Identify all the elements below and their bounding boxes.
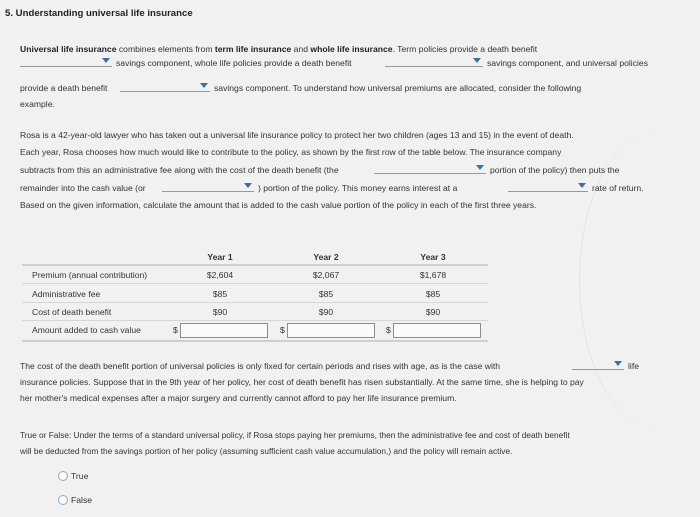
intro-line-3a: provide a death benefit [20, 83, 108, 93]
table-header-rule [22, 264, 488, 266]
scenario-line-3a: subtracts from this an administrative fee along with the cost of the death benefit (the [20, 165, 339, 175]
dropdown-cash-value-name[interactable] [162, 182, 254, 192]
intro-line-4: example. [20, 99, 55, 109]
currency-symbol: $ [386, 325, 391, 335]
row-cash-value-label: Amount added to cash value [32, 325, 141, 335]
premium-year-2: $2,067 [312, 270, 340, 280]
intro-line-2a: savings component, whole life policies provide a death benefit [116, 58, 352, 68]
scenario-line-2: Each year, Rosa chooses how much would like to contribute to the policy, as shown by the first row of the table below. The insurance company [20, 147, 562, 157]
premium-year-3: $1,678 [419, 270, 447, 280]
chevron-down-icon [244, 183, 252, 188]
death-cost-year-1: $90 [212, 307, 228, 317]
scenario-line-3b: portion of the policy) then puts the [490, 165, 620, 175]
cash-value-input-year-1[interactable] [180, 323, 268, 338]
chevron-down-icon [200, 83, 208, 88]
row-divider [22, 302, 488, 303]
radio-false-label[interactable]: False [71, 495, 93, 505]
cash-value-input-year-3[interactable] [393, 323, 481, 338]
radio-false[interactable] [58, 495, 68, 505]
question-title: 5. Understanding universal life insurance [5, 8, 193, 19]
chevron-down-icon [473, 58, 481, 63]
death-cost-year-3: $90 [425, 307, 441, 317]
chevron-down-icon [102, 58, 110, 63]
currency-symbol: $ [173, 325, 178, 335]
scenario-line-4a: remainder into the cash value (or [20, 183, 146, 193]
death-benefit-line-1a: The cost of the death benefit portion of universal policies is only fixed for certain periods and rises with age, as is the case with [20, 361, 501, 371]
death-cost-year-2: $90 [318, 307, 334, 317]
scenario-line-4c: rate of return. [592, 183, 644, 193]
row-divider [22, 320, 488, 321]
intro-line-3b: savings component. To understand how universal premiums are allocated, consider the following [214, 83, 582, 93]
cash-value-input-year-2[interactable] [287, 323, 375, 338]
row-divider [22, 283, 488, 284]
year-3-header: Year 3 [420, 252, 446, 262]
radio-true-label[interactable]: True [71, 471, 89, 481]
scenario-line-1: Rosa is a 42-year-old lawyer who has taken out a universal life insurance policy to protect her two children (ages 13 and 15) in the event of death. [20, 130, 574, 140]
chevron-down-icon [578, 183, 586, 188]
currency-symbol: $ [280, 325, 285, 335]
admin-fee-year-2: $85 [318, 289, 334, 299]
year-1-header: Year 1 [207, 252, 233, 262]
dropdown-rate-of-return[interactable] [508, 182, 588, 192]
year-2-header: Year 2 [313, 252, 339, 262]
dropdown-term-savings[interactable] [20, 57, 112, 67]
death-benefit-line-1b: life [628, 361, 639, 371]
admin-fee-year-1: $85 [212, 289, 228, 299]
row-admin-fee-label: Administrative fee [32, 289, 101, 299]
radio-true[interactable] [58, 471, 68, 481]
dropdown-policy-type[interactable] [572, 360, 624, 370]
page-curl-decoration [579, 130, 700, 430]
true-false-line-2: will be deducted from the savings portion of her policy (assuming sufficient cash value accumulation,) and the policy will remain active. [20, 446, 513, 456]
chevron-down-icon [614, 361, 622, 366]
dropdown-whole-savings[interactable] [385, 57, 483, 67]
true-false-line-1: True or False: Under the terms of a standard universal policy, if Rosa stops paying her premiums, then the administrative fee and cost of death benefit [20, 430, 570, 440]
chevron-down-icon [476, 165, 484, 170]
dropdown-death-benefit-portion[interactable] [374, 164, 486, 174]
intro-line-2b: savings component, and universal policies [487, 58, 648, 68]
row-premium-label: Premium (annual contribution) [32, 270, 148, 280]
death-benefit-line-3: her mother's medical expenses after a major surgery and currently cannot afford to pay her life insurance premium. [20, 393, 457, 403]
scenario-line-5: Based on the given information, calculate the amount that is added to the cash value portion of the policy in each of the first three years. [20, 200, 537, 210]
premium-year-1: $2,604 [206, 270, 234, 280]
table-bottom-rule [22, 340, 488, 342]
row-death-cost-label: Cost of death benefit [32, 307, 112, 317]
death-benefit-line-2: insurance policies. Suppose that in the 9th year of her policy, her cost of death benefit has risen substantially. At the same time, she is helping to pay [20, 377, 584, 387]
dropdown-universal-savings[interactable] [120, 82, 210, 92]
admin-fee-year-3: $85 [425, 289, 441, 299]
scenario-line-4b: ) portion of the policy. This money earns interest at a [258, 183, 458, 193]
intro-line-1: Universal life insurance combines elements from term life insurance and whole life insurance. Term policies provide a death benefit [20, 44, 538, 54]
